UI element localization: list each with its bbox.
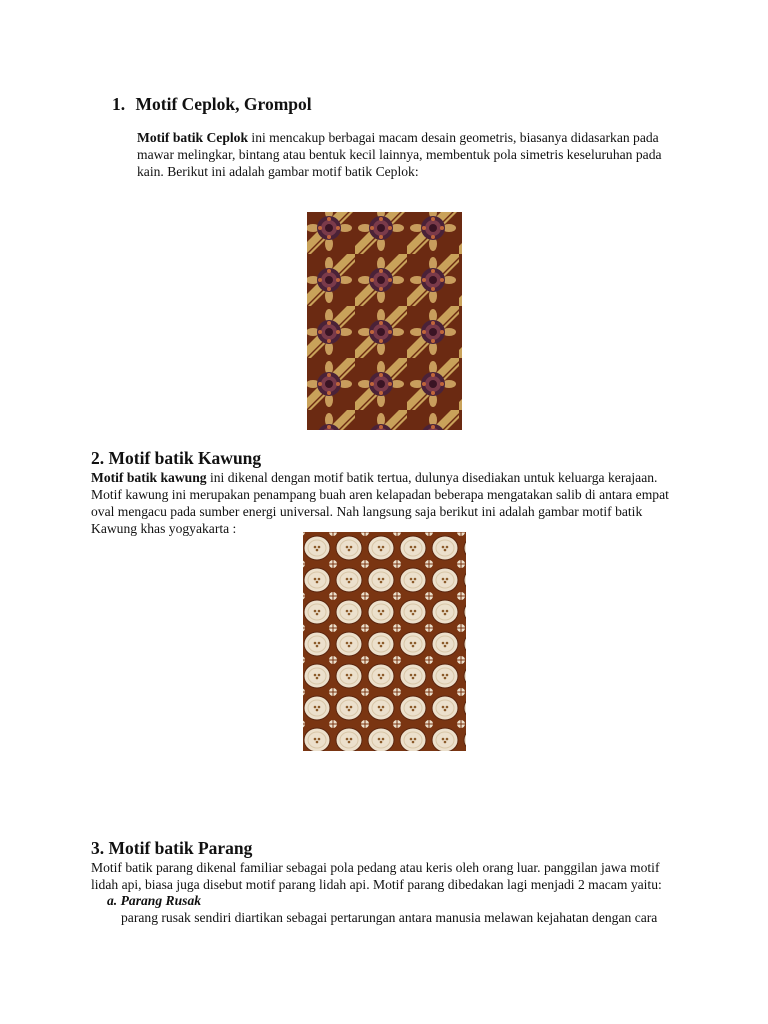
section3-subheading: a. Parang Rusak — [107, 893, 202, 908]
section2-line: Kawung khas yogyakarta : — [91, 521, 237, 536]
section1-line: ini mencakup berbagai macam desain geometris, biasanya didasarkan pada — [248, 130, 659, 145]
section3-line: lidah api, biasa juga disebut motif parang lidah api. Motif parang dibedakan lagi menjadi 2 macam yaitu: — [91, 877, 662, 892]
section1-lead-bold: Motif batik Ceplok — [137, 130, 249, 145]
section1-line: mawar melingkar, bintang atau bentuk kecil lainnya, membentuk pola simetris keseluruhan pada — [137, 147, 662, 162]
section2-line: oval mengacu pada sumber energi universal. Nah langsung saja berikut ini adalah gambar motif batik — [91, 504, 643, 519]
section2-lead-bold: Motif batik kawung — [91, 470, 207, 485]
section3-heading: 3. Motif batik Parang — [91, 838, 253, 858]
section1-number: 1. — [112, 94, 126, 114]
section1-line: kain. Berikut ini adalah gambar motif batik Ceplok: — [137, 164, 419, 179]
section2-heading: 2. Motif batik Kawung — [91, 448, 262, 468]
section3-sub-line: parang rusak sendiri diartikan sebagai pertarungan antara manusia melawan kejahatan dengan cara — [121, 910, 658, 925]
section1-paragraph — [137, 129, 697, 180]
section2-line: Motif kawung ini merupakan penampang buah aren kelapadan beberapa mengatakan salib di antara empat — [91, 487, 669, 502]
section2-line: ini dikenal dengan motif batik tertua, dulunya disediakan untuk keluarga kerajaan. — [206, 470, 658, 485]
section1-heading — [112, 94, 312, 114]
section2-paragraph — [91, 469, 711, 537]
kawung-batik-image — [303, 532, 466, 751]
section1-title: Motif Ceplok, Grompol — [135, 94, 312, 114]
section3-paragraph — [91, 859, 711, 893]
ceplok-batik-image — [307, 212, 462, 430]
section3-line: Motif batik parang dikenal familiar sebagai pola pedang atau keris oleh orang luar. panggilan jawa motif — [91, 860, 660, 875]
